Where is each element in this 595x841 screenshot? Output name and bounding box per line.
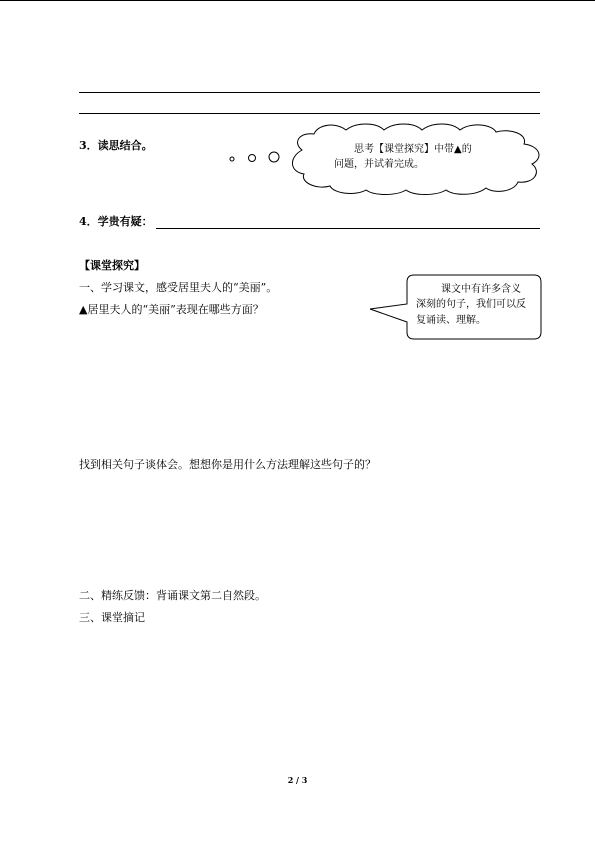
page-number: 2 / 3 — [287, 775, 308, 785]
question-4-label: 4．学贵有疑： — [79, 215, 153, 228]
part-3-title: 三、课堂摘记 — [79, 611, 145, 624]
find-sentences-instruction: 找到相关句子谈体会。想想你是用什么方法理解这些句子的？ — [79, 458, 376, 471]
section-title: 【课堂探究】 — [79, 259, 145, 272]
question-4-answer-line — [156, 228, 540, 229]
part-1-question: ▲居里夫人的“美丽”表现在哪些方面？ — [79, 303, 264, 316]
cloud-text-line-1: 思考【课堂探究】中带▲的 — [354, 144, 472, 155]
thought-dot-large — [269, 152, 279, 162]
callout-text-line-2: 深刻的句子，我们可以反 — [416, 299, 526, 310]
thought-dot-medium — [249, 155, 256, 162]
part-1-title: 一、学习课文，感受居里夫人的“美丽”。 — [79, 281, 278, 294]
question-3-label: 3．读思结合。 — [79, 139, 153, 152]
cloud-text-line-2: 问题，并试着完成。 — [334, 159, 424, 170]
part-2-title: 二、精练反馈：背诵课文第二自然段。 — [79, 589, 266, 602]
callout-text-line-3: 复诵读、理解。 — [416, 315, 486, 326]
thought-dot-small — [230, 157, 234, 161]
callout-text-line-1: 课文中有许多含义 — [441, 284, 521, 295]
